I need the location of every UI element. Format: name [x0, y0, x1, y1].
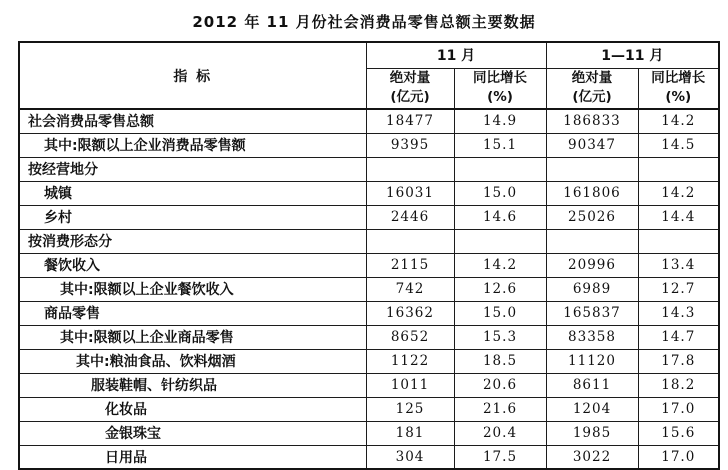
- value-cell: 742: [366, 277, 454, 301]
- value-cell: 17.0: [638, 445, 719, 469]
- value-cell: [638, 157, 719, 181]
- value-cell: 14.9: [454, 109, 546, 133]
- value-cell: 1011: [366, 373, 454, 397]
- table-row: [19, 205, 719, 229]
- value-cell: 13.4: [638, 253, 719, 277]
- value-cell: 186833: [546, 109, 638, 133]
- table-row: [19, 373, 719, 397]
- value-cell: 3022: [546, 445, 638, 469]
- retail-sales-table: [18, 41, 720, 470]
- column-group-jan-to-nov: 1—11 月: [546, 42, 719, 68]
- value-cell: 83358: [546, 325, 638, 349]
- table-row: [19, 349, 719, 373]
- table-row: [19, 181, 719, 205]
- table-row: [19, 157, 719, 181]
- value-cell: 12.7: [638, 277, 719, 301]
- table-row: [19, 301, 719, 325]
- value-cell: [546, 229, 638, 253]
- column-header-title: 绝对量: [389, 70, 431, 87]
- value-cell: 8611: [546, 373, 638, 397]
- page-title: 2012 年 11 月份社会消费品零售总额主要数据: [192, 13, 536, 31]
- table-row: [19, 133, 719, 157]
- column-header-title: 同比增长: [651, 70, 706, 87]
- indicator-cell: 按经营地分: [19, 157, 366, 181]
- column-header-cum-absolute: [546, 68, 638, 109]
- column-group-november: 11 月: [366, 42, 546, 68]
- value-cell: 9395: [366, 133, 454, 157]
- value-cell: 18.2: [638, 373, 719, 397]
- value-cell: [366, 229, 454, 253]
- column-header-title: 绝对量: [571, 70, 613, 87]
- value-cell: 15.6: [638, 421, 719, 445]
- table-row: [19, 445, 719, 469]
- value-cell: 20996: [546, 253, 638, 277]
- indicator-cell: 化妆品: [19, 397, 366, 421]
- value-cell: 14.2: [454, 253, 546, 277]
- indicator-cell: 城镇: [19, 181, 366, 205]
- value-cell: 14.2: [638, 181, 719, 205]
- indicator-cell: 社会消费品零售总额: [19, 109, 366, 133]
- indicator-cell: 其中:限额以上企业消费品零售额: [19, 133, 366, 157]
- value-cell: 11120: [546, 349, 638, 373]
- value-cell: 6989: [546, 277, 638, 301]
- value-cell: 1122: [366, 349, 454, 373]
- indicator-cell: 金银珠宝: [19, 421, 366, 445]
- value-cell: 20.6: [454, 373, 546, 397]
- column-header-unit: (%): [665, 89, 692, 106]
- value-cell: 14.7: [638, 325, 719, 349]
- table-row: [19, 421, 719, 445]
- indicator-cell: 其中:限额以上企业餐饮收入: [19, 277, 366, 301]
- value-cell: 14.2: [638, 109, 719, 133]
- value-cell: [546, 157, 638, 181]
- value-cell: 16362: [366, 301, 454, 325]
- indicator-cell: 其中:粮油食品、饮料烟酒: [19, 349, 366, 373]
- value-cell: 21.6: [454, 397, 546, 421]
- indicator-cell: 日用品: [19, 445, 366, 469]
- value-cell: [454, 229, 546, 253]
- table-row: [19, 253, 719, 277]
- value-cell: 125: [366, 397, 454, 421]
- value-cell: 181: [366, 421, 454, 445]
- value-cell: [638, 229, 719, 253]
- indicator-cell: 其中:限额以上企业商品零售: [19, 325, 366, 349]
- value-cell: [454, 157, 546, 181]
- indicator-cell: 按消费形态分: [19, 229, 366, 253]
- column-header-nov-yoy: [454, 68, 546, 109]
- column-header-title: 同比增长: [473, 70, 527, 87]
- column-header-nov-absolute: [366, 68, 454, 109]
- table-row: [19, 325, 719, 349]
- column-header-unit: (亿元): [572, 89, 612, 106]
- indicator-cell: 餐饮收入: [19, 253, 366, 277]
- table-row: [19, 109, 719, 133]
- value-cell: 161806: [546, 181, 638, 205]
- value-cell: 14.3: [638, 301, 719, 325]
- column-header-cum-yoy: [638, 68, 719, 109]
- value-cell: 1204: [546, 397, 638, 421]
- value-cell: 17.8: [638, 349, 719, 373]
- value-cell: 18.5: [454, 349, 546, 373]
- table-row: [19, 229, 719, 253]
- column-header-unit: (亿元): [390, 89, 430, 106]
- header-group-row: [19, 42, 719, 68]
- table-row: [19, 397, 719, 421]
- value-cell: 12.6: [454, 277, 546, 301]
- value-cell: 15.0: [454, 301, 546, 325]
- value-cell: 14.4: [638, 205, 719, 229]
- value-cell: 17.0: [638, 397, 719, 421]
- indicator-cell: 乡村: [19, 205, 366, 229]
- value-cell: 90347: [546, 133, 638, 157]
- value-cell: 18477: [366, 109, 454, 133]
- indicator-cell: 商品零售: [19, 301, 366, 325]
- value-cell: 304: [366, 445, 454, 469]
- value-cell: 15.0: [454, 181, 546, 205]
- column-header-unit: (%): [487, 89, 513, 106]
- value-cell: 2446: [366, 205, 454, 229]
- value-cell: 1985: [546, 421, 638, 445]
- value-cell: 165837: [546, 301, 638, 325]
- value-cell: 17.5: [454, 445, 546, 469]
- value-cell: 15.1: [454, 133, 546, 157]
- value-cell: 8652: [366, 325, 454, 349]
- value-cell: 20.4: [454, 421, 546, 445]
- value-cell: 2115: [366, 253, 454, 277]
- indicator-cell: 服装鞋帽、针纺织品: [19, 373, 366, 397]
- value-cell: 15.3: [454, 325, 546, 349]
- column-header-indicator: 指 标: [19, 42, 366, 109]
- value-cell: 14.5: [638, 133, 719, 157]
- value-cell: 14.6: [454, 205, 546, 229]
- table-row: [19, 277, 719, 301]
- value-cell: [366, 157, 454, 181]
- value-cell: 16031: [366, 181, 454, 205]
- value-cell: 25026: [546, 205, 638, 229]
